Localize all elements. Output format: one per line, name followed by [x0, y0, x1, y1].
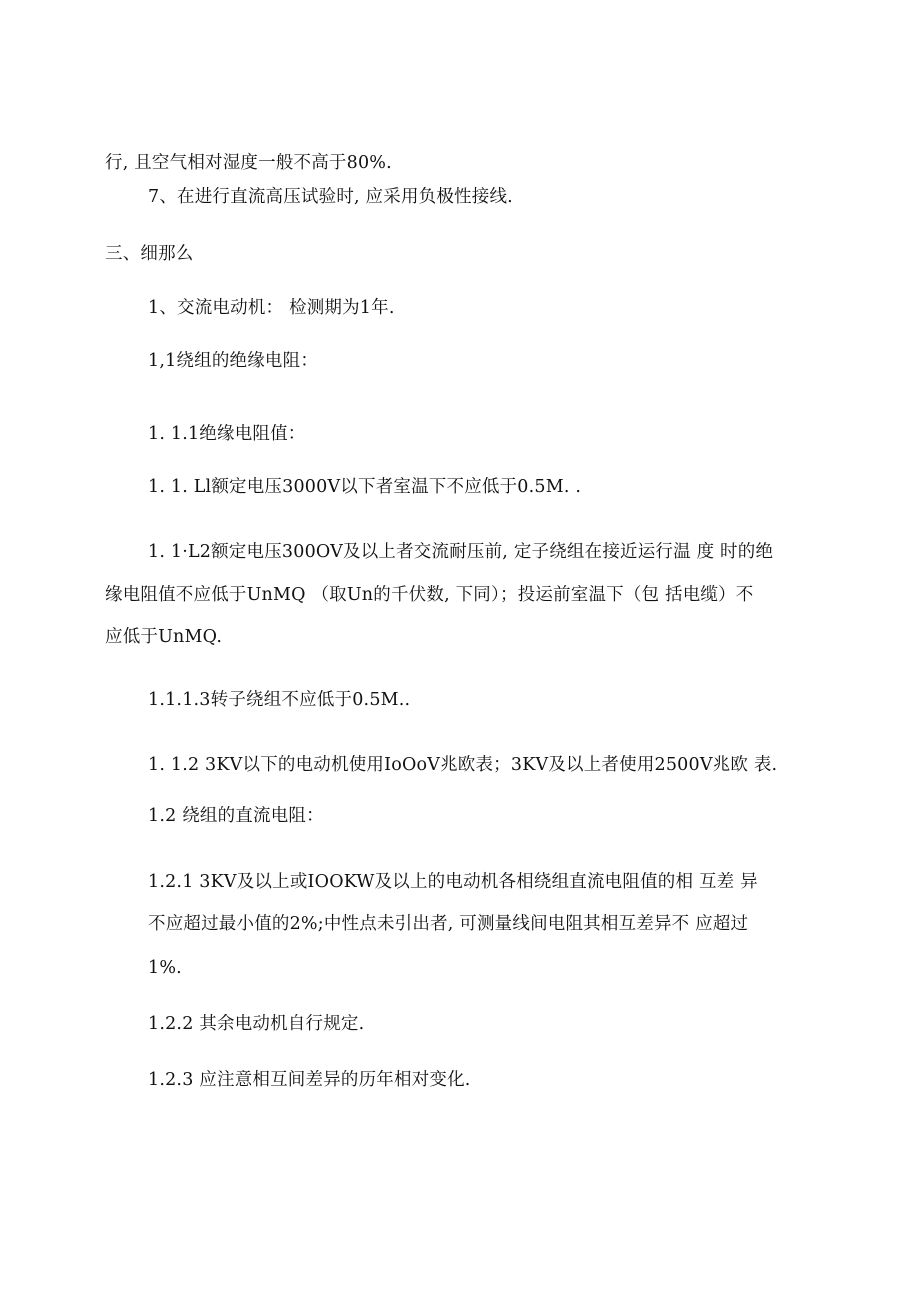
text-line-1-1-1-3: 1.1.1.3转子绕组不应低于0.5M..	[148, 690, 411, 710]
text-line-1-1-1-2-b: 缘电阻值不应低于UnMQ （取Un的千伏数, 下同）；投运前室温下（包 括电缆）不	[105, 585, 754, 605]
text-line-item-7: 7、在进行直流高压试验时, 应采用负极性接线.	[148, 187, 513, 207]
text-line-humidity: 行, 且空气相对湿度一般不高于80%.	[105, 153, 392, 173]
heading-ac-motor: 1、交流电动机： 检测期为1年.	[148, 298, 395, 318]
text-line-1-2-3: 1.2.3 应注意相互间差异的历年相对变化.	[148, 1070, 471, 1090]
section-heading-3: 三、细那么	[105, 244, 194, 264]
text-line-1-1-2: 1. 1.2 3KV以下的电动机使用IoOoV兆欧表；3KV及以上者使用2500V兆欧 表.	[148, 755, 778, 775]
text-line-1-2-1-a: 1.2.1 3KV及以上或IOOKW及以上的电动机各相绕组直流电阻值的相 互差 异	[148, 872, 758, 892]
heading-insulation-value: 1. 1.1绝缘电阻值：	[148, 424, 306, 444]
heading-winding-insulation: 1,1绕组的绝缘电阻：	[148, 351, 319, 371]
text-line-1-1-1-2-c: 应低于UnMQ.	[105, 627, 223, 647]
text-line-1-2-2: 1.2.2 其余电动机自行规定.	[148, 1014, 365, 1034]
text-line-1-2-1-b: 不应超过最小值的2%;中性点未引出者, 可测量线间电阻其相互差异不 应超过	[148, 914, 749, 934]
text-line-1-1-1-1: 1. 1. Ll额定电压3000V以下者室温下不应低于0.5M. .	[148, 477, 582, 497]
heading-dc-resistance: 1.2 绕组的直流电阻：	[148, 806, 324, 826]
text-line-1-2-1-c: 1%.	[148, 958, 182, 978]
text-line-1-1-1-2-a: 1. 1·L2额定电压300OV及以上者交流耐压前, 定子绕组在接近运行温 度 时的绝	[148, 542, 774, 562]
